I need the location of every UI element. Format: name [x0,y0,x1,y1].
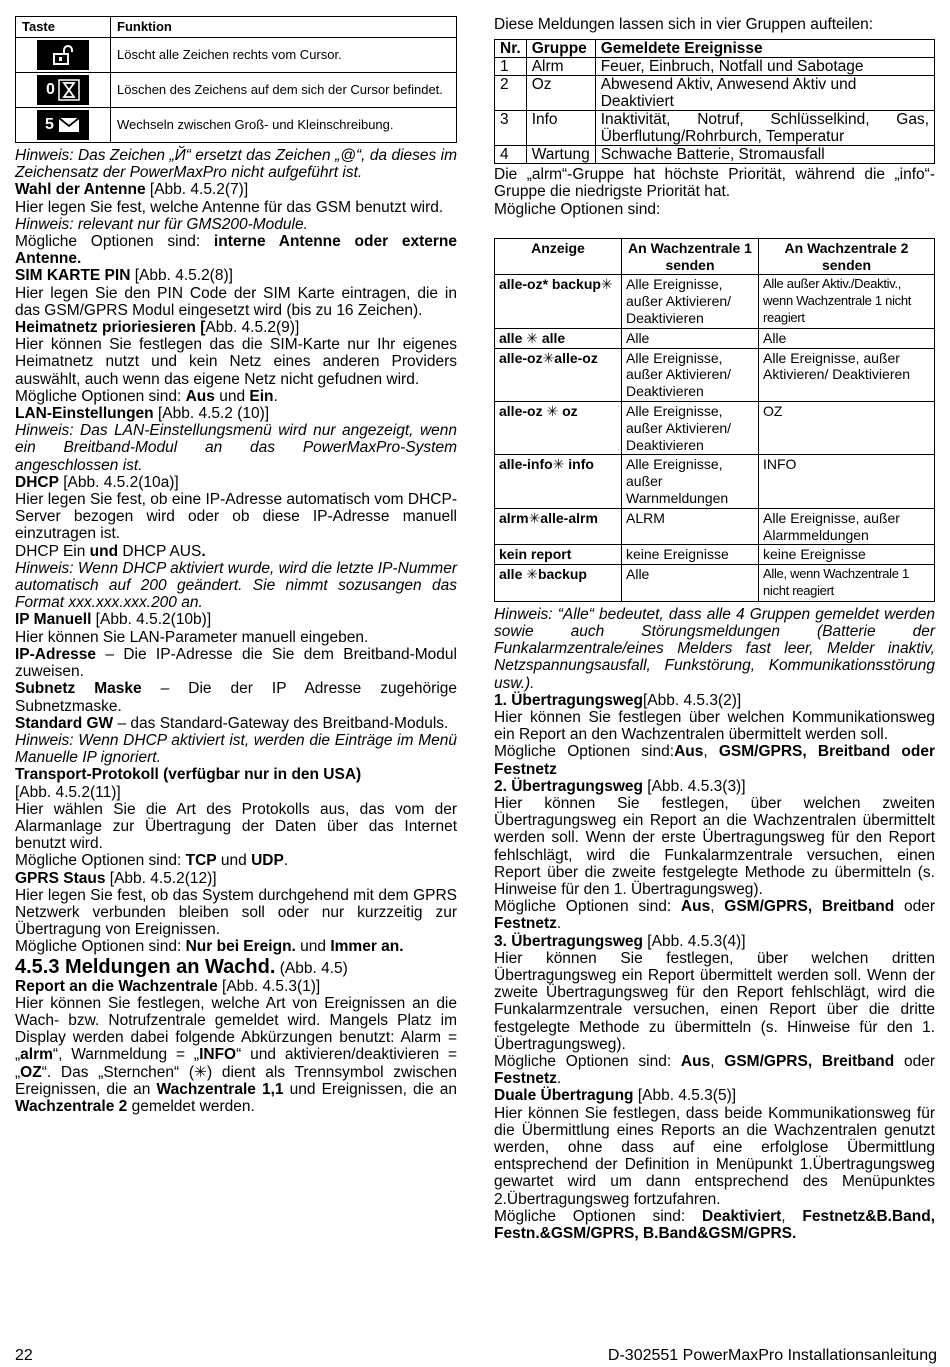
table-row: 2 Oz Abwesend Aktiv, Anwesend Aktiv und Deaktiviert [495,76,935,111]
table-row [16,38,457,73]
path2-ref: [Abb. 4.5.3(3)] [643,777,746,795]
dhcp-text: Hier legen Sie fest, ob eine IP-Adresse automatisch vom DHCP-Server bezogen wird oder ob diese IP-Adresse manuell einzutragen ist. [15,491,457,543]
header-anzeige: Anzeige [495,238,622,275]
dhcp-note: Hinweis: Wenn DHCP aktiviert wurde, wird die letzte IP-Nummer automatisch auf 200 geändert. Sie nimmt sozusangen das Format xxx.xxx.xxx.200 an. [15,559,457,612]
home-text: Hier können Sie festlegen das die SIM-Karte nur Ihr eigenes Heimatnetz nutzt und kein Netz eines anderen Providers auswählt, auch wenn das eigene Netz nicht gefudnen wird. [15,336,457,388]
ip-address-def: IP-Adresse – Die IP-Adresse die Sie dem Breitband-Modul zuweisen. [15,645,457,681]
transport-options: Mögliche Optionen sind: TCP und UDP. [15,852,289,870]
section-ref: (Abb. 4.5) [275,959,348,977]
path3-ref: [Abb. 4.5.3(4)] [643,932,746,950]
priority-text: Die „alrm“-Gruppe hat höchste Priorität, während die „info“-Gruppe die niedrigste Priorität hat. [494,166,935,201]
dhcp-heading: DHCP [15,473,59,491]
document-title: D-302551 PowerMaxPro Installationsanleitung [607,1347,937,1364]
table-row: 3 Info Inaktivität, Notruf, Schlüsselkind, Gas, Überflutung/Rohrburch, Temperatur [495,111,935,146]
keys-table [15,16,457,143]
keys-table-header [16,17,457,38]
report-table-header [495,238,935,275]
right-column [494,16,935,1242]
transport-text: Hier wählen Sie die Art des Protokolls aus, das vom der Alarmanlage zur Übertragung der Daten über das Internet benutzt wird. [15,800,457,853]
alle-note: Hinweis: “Alle“ bedeutet, dass alle 4 Gruppen gemeldet werden sowie auch Störungsmeldungen (Batterie der Funkalarmzentrale/eines Melders fast leer, Melder inaktiv, Netzspannungsausfall, Funkstörung, Kommunikationsstörung usw.). [494,605,935,692]
transport-ref: [Abb. 4.5.2(11)] [15,783,121,801]
ip-note: Hinweis: Wenn DHCP aktiviert ist, werden die Einträge im Menü Manuelle IP ignoriert. [15,731,457,767]
groups-table [494,39,935,164]
dual-heading: Duale Übertragung [494,1087,634,1105]
table-row: alle-oz✳alle-oz Alle Ereignisse, außer Aktivieren/ Deaktivieren Alle Ereignisse, außer Aktivieren/ Deaktivieren [495,348,935,401]
header-wz2: An Wachzentrale 2 senden [759,238,935,275]
report-ref: [Abb. 4.5.3(1)] [217,977,321,995]
report-text: Hier können Sie festlegen, welche Art von Ereignissen an die Wach- bzw. Notrufzentrale gemeldet wird. Mangels Platz im Display werden dabei folgende Abkürzungen benutzt: Alarm = „alrm“, Warnmeldung = „INFO“ und aktivieren/deaktivieren = „OZ“. Das „Sternchen“ (✳) dient als Trennsymbol zwischen Ereignissen, die an Wachzentrale 1,1 und Ereignissen, die an Wachzentrale 2 gemeldet werden. [15,994,458,1115]
path1-options: Mögliche Optionen sind:Aus, GSM/GPRS, Breitband oder Festnetz [494,743,936,778]
gateway-def: Standard GW – das Standard-Gateway des Breitband-Moduls. [15,714,449,732]
header-ereignisse: Gemeldete Ereignisse [595,40,934,58]
path3-heading: 3. Übertragungsweg [494,932,643,950]
table-row: kein report keine Ereignisse keine Ereignisse [495,545,935,565]
table-row: alle-info✳ info Alle Ereignisse, außer Warnmeldungen INFO [495,455,935,508]
table-row: alle-oz ✳ oz Alle Ereignisse, außer Aktivieren/ Deaktivieren OZ [495,401,935,454]
ip-text: Hier können Sie LAN-Parameter manuell eingeben. [15,628,369,646]
table-row: 4 Wartung Schwache Batterie, Stromausfall [495,146,935,164]
transport-heading: Transport-Protokoll [15,766,159,784]
table-row: alle ✳backup Alle Alle, wenn Wachzentrale 1 nicht reagiert [495,565,935,602]
groups-table-header [495,40,935,58]
table-row [16,108,457,143]
table-row: alrm✳alle-alrm ALRM Alle Ereignisse, außer Alarmmeldungen [495,508,935,545]
path2-options: Mögliche Optionen sind: Aus, GSM/GPRS, Breitband oder Festnetz. [494,898,935,933]
gprs-options: Mögliche Optionen sind: Nur bei Ereign. und Immer an. [15,938,404,956]
gprs-ref: [Abb. 4.5.2(12)] [105,869,217,887]
header-gruppe: Gruppe [526,40,595,58]
home-ref: Abb. 4.5.2(9)] [205,319,300,337]
lan-note: Hinweis: Das LAN-Einstellungsmenü wird nur angezeigt, wenn ein Breitband-Modul an das PowerMaxPro-System angeschlossen ist. [15,422,457,474]
options-label: Mögliche Optionen sind: [494,200,661,218]
path1-ref: [Abb. 4.5.3(2)] [643,691,742,709]
sim-heading: SIM KARTE PIN [15,267,131,285]
section-heading: 4.5.3 Meldungen an Wachd. [15,955,276,978]
antenna-options: Mögliche Optionen sind: interne Antenne oder externe Antenne. [15,233,457,268]
envelope-key-icon [37,110,89,140]
antenna-heading: Wahl der Antenne [15,181,146,199]
header-nr: Nr. [495,40,527,58]
transport-sub: (verfügbar nur in den USA) [158,766,362,784]
ip-heading: IP Manuell [15,611,92,629]
report-heading: Report an die Wachzentrale [15,977,218,995]
path3-text: Hier können Sie festlegen, über welchen dritten Übertragungsweg ein Report übermittelt werden soll. Wenn der zweite Übertragungsweg für den Report fehlschlägt, wird die Funkalarmzentrale versuchen, einen Report über die dritte festgelegte Methode zu übermitteln (s. Hinweise für den 1. Übertragungsweg). [494,949,935,1053]
path2-heading: 2. Übertragungsweg [494,777,643,795]
key-glyph: 5 [45,116,54,133]
header-taste: Taste [16,17,111,38]
key-function-text: Wechseln zwischen Groß- und Kleinschreibung. [111,108,457,143]
path1-heading: 1. Übertragungsweg [494,691,643,709]
hourglass-key-icon [37,75,89,105]
path2-text: Hier können Sie festlegen, über welchen zweiten Übertragungsweg ein Report an die Wachzentralen übermittelt werden soll. Wenn der erste Übertragungsweg für den Report fehlschlägt, wird die Funkalarmzentrale versuchen, einen Report über die zweite festgelegte Methode zu übermitteln (s. Hinweise für den 1. Übertragungsweg). [494,794,935,898]
key-function-text: Löscht alle Zeichen rechts vom Cursor. [111,38,457,73]
table-row [16,73,457,108]
groups-intro: Diese Meldungen lassen sich in vier Gruppen aufteilen: [494,16,874,33]
left-column [15,16,457,1115]
table-row: 1 Alrm Feuer, Einbruch, Notfall und Sabotage [495,58,935,76]
dual-ref: [Abb. 4.5.3(5)] [633,1087,737,1105]
antenna-text: Hier legen Sie fest, welche Antenne für das GSM benutzt wird. [15,198,444,216]
unlock-key-icon [37,40,89,70]
dual-text: Hier können Sie festlegen, dass beide Kommunikationsweg für die Übermittlung eines Reports an die Wachzentralen genutzt werden, ohne dass auf eine erfolglose Übermittlung entsprechend der Definition in Menüpunkt 1.Übertragungsweg gewartet wird um dann entsprechend des Menüpunktes 2.Übertragungsweg fortzufahren. [494,1104,935,1208]
header-funktion: Funktion [111,17,457,38]
antenna-note: Hinweis: relevant nur für GMS200-Module. [15,215,308,233]
key-function-text: Löschen des Zeichens auf dem sich der Cursor befindet. [111,73,457,108]
header-wz1: An Wachzentrale 1 senden [622,238,759,275]
note-at-sign: Hinweis: Das Zeichen „Й“ ersetzt das Zeichen „@“, da dieses im Zeichensatz der PowerMaxPro nicht aufgeführt ist. [15,147,457,182]
key-glyph: 0 [46,81,55,98]
gprs-heading: GPRS Staus [15,869,106,887]
sim-ref: [Abb. 4.5.2(8)] [130,267,233,285]
dhcp-options: DHCP Ein und DHCP AUS. [15,542,206,560]
home-heading: Heimatnetz prioriesieren [ [15,319,206,337]
path3-options: Mögliche Optionen sind: Aus, GSM/GPRS, Breitband oder Festnetz. [494,1053,935,1088]
lan-ref: [Abb. 4.5.2 (10)] [153,405,270,423]
report-options-table [494,238,935,602]
dual-options: Mögliche Optionen sind: Deaktiviert, Festnetz&B.Band, Festn.&GSM/GPRS, B.Band&GSM/GPRS. [494,1207,935,1243]
ip-ref: [Abb. 4.5.2(10b)] [91,611,212,629]
home-options: Mögliche Optionen sind: Aus und Ein. [15,387,278,405]
gprs-text: Hier legen Sie fest, ob das System durchgehend mit dem GPRS Netzwerk verbunden bleiben soll oder nur kurzzeitig zur Übertragung von Ereignissen. [15,886,457,939]
path1-text: Hier können Sie festlegen über welchen Kommunikationsweg ein Report an den Wachzentralen übermittelt werden soll. [494,708,935,744]
lan-heading: LAN-Einstellungen [15,405,154,423]
subnet-def: Subnetz Maske – Die der IP Adresse zugehörige Subnetzmaske. [15,680,457,715]
page-number: 22 [15,1347,33,1364]
table-row: alle-oz* backup✳ Alle Ereignisse, außer Aktivieren/ Deaktivieren Alle außer Aktiv./Deaktiv., wenn Wachzentrale 1 nicht reagiert [495,275,935,328]
antenna-ref: [Abb. 4.5.2(7)] [145,181,249,199]
sim-text: Hier legen Sie den PIN Code der SIM Karte eintragen, die in das GSM/GPRS Modul eingesetzt wird (bis zu 16 Zeichen). [15,284,457,319]
dhcp-ref: [Abb. 4.5.2(10a)] [58,473,179,491]
table-row: alle ✳ alle Alle Alle [495,328,935,348]
